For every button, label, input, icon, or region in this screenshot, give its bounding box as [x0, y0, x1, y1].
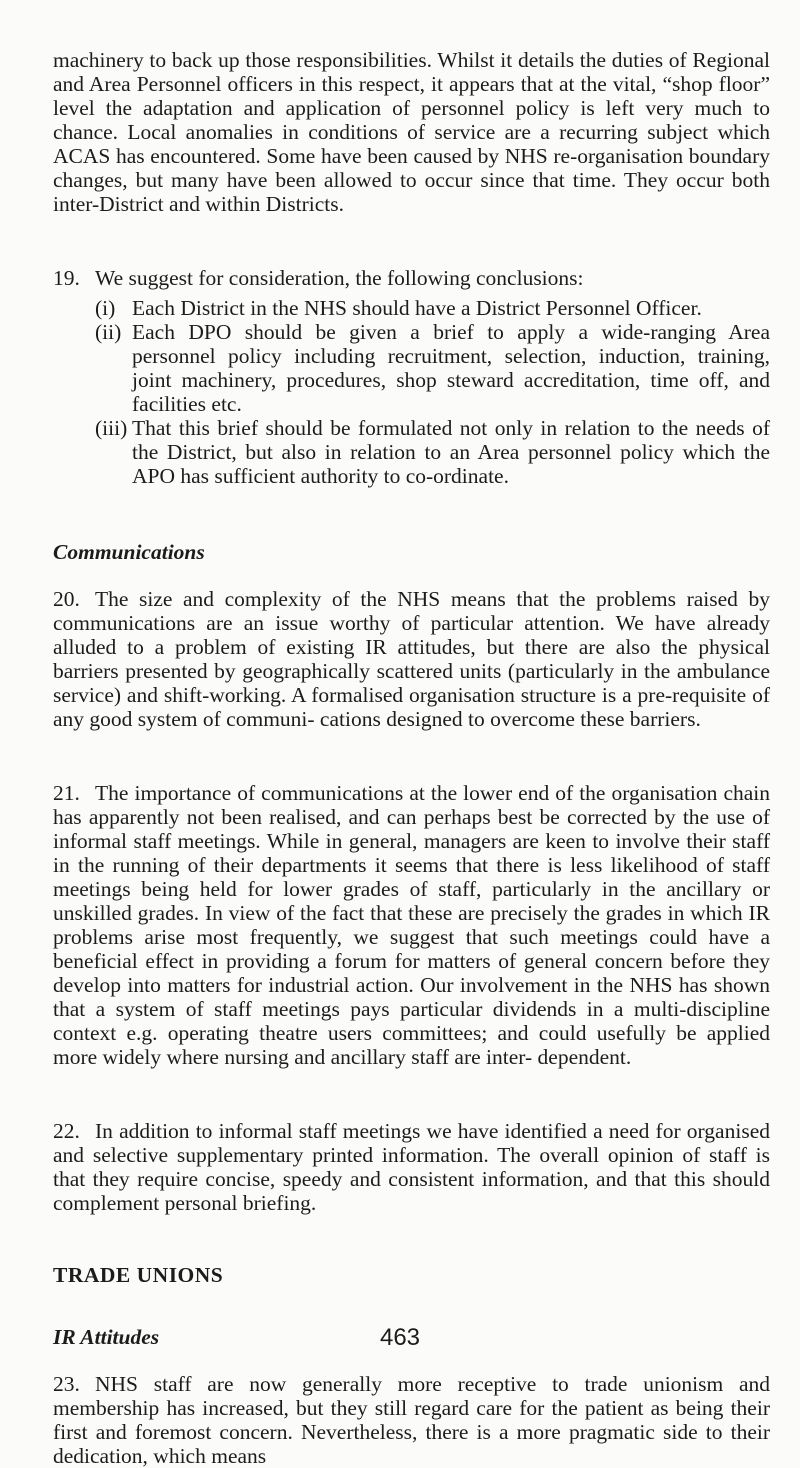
- list-item: [95, 296, 770, 320]
- communications-heading: Communications: [53, 540, 205, 564]
- paragraph-number: 19.: [53, 266, 80, 290]
- paragraph-text: We suggest for consideration, the following conclusions:: [95, 266, 584, 290]
- paragraph-number: 23.: [53, 1372, 80, 1396]
- paragraph-21: [53, 781, 770, 1069]
- paragraph-20: [53, 587, 770, 731]
- list-item-text: Each District in the NHS should have a District Personnel Officer.: [132, 296, 702, 320]
- ir-attitudes-heading: IR Attitudes: [53, 1325, 160, 1349]
- list-item-label: (i): [95, 296, 116, 320]
- list-item-label: (iii): [95, 416, 128, 440]
- list-item-text: Each DPO should be given a brief to apply a wide-ranging Area personnel policy including recruitment, selection, induction, training, joint machinery, procedures, shop steward accreditation, time off, and facilities etc.: [132, 320, 770, 416]
- paragraph-19-intro: [53, 266, 770, 290]
- paragraph-text: NHS staff are now generally more receptive to trade unionism and membership has increased, but they still regard care for the patient as being their first and foremost concern. Nevertheless, there is a more pragmatic side to their dedication, which means: [53, 1372, 770, 1468]
- paragraph-text: The size and complexity of the NHS means that the problems raised by communications are an issue worthy of particular attention. We have already alluded to a problem of existing IR attitudes, but there are also the physical barriers presented by geographically scattered units (particularly in the ambulance service) and shift-working. A formalised organisation structure is a pre-requisite of any good system of communi- cations designed to overcome these barriers.: [53, 587, 770, 731]
- paragraph-23: [53, 1372, 770, 1468]
- paragraph-22: [53, 1119, 770, 1215]
- list-item-label: (ii): [95, 320, 122, 344]
- paragraph-text: In addition to informal staff meetings we have identified a need for organised and selective supplementary printed information. The overall opinion of staff is that they require concise, speedy and consistent information, and that this should complement personal briefing.: [53, 1119, 770, 1215]
- page-number: 463: [379, 1324, 421, 1351]
- continuation-paragraph: machinery to back up those responsibilities. Whilst it details the duties of Regional and Area Personnel officers in this respect, it appears that at the vital, “shop floor” level the adaptation and application of personnel policy is left very much to chance. Local anomalies in conditions of service are a recurring subject which ACAS has encountered. Some have been caused by NHS re-organisation boundary changes, but many have been allowed to occur since that time. They occur both inter-District and within Districts.: [53, 48, 770, 216]
- paragraph-number: 21.: [53, 781, 80, 805]
- list-item-text: That this brief should be formulated not only in relation to the needs of the District, but also in relation to an Area personnel policy which the APO has sufficient authority to co-ordinate.: [132, 416, 770, 488]
- conclusions-list: [53, 296, 770, 488]
- paragraph-text: The importance of communications at the lower end of the organisation chain has apparently not been realised, and can perhaps best be corrected by the use of informal staff meetings. While in general, managers are keen to involve their staff in the running of their departments it seems that there is less likelihood of staff meetings being held for lower grades of staff, particularly in the ancillary or unskilled grades. In view of the fact that these are precisely the grades in which IR problems arise most frequently, we suggest that such meetings could have a beneficial effect in providing a forum for matters of general concern before they develop into matters for industrial action. Our involvement in the NHS has shown that a system of staff meetings pays particular dividends in a multi-discipline context e.g. operating theatre users committees; and could usefully be applied more widely where nursing and ancillary staff are inter- dependent.: [53, 781, 770, 1069]
- list-item: [95, 416, 770, 488]
- trade-unions-heading: TRADE UNIONS: [53, 1263, 224, 1287]
- paragraph-19: [53, 266, 770, 488]
- paragraph-number: 22.: [53, 1119, 80, 1143]
- list-item: [95, 320, 770, 416]
- paragraph-number: 20.: [53, 587, 80, 611]
